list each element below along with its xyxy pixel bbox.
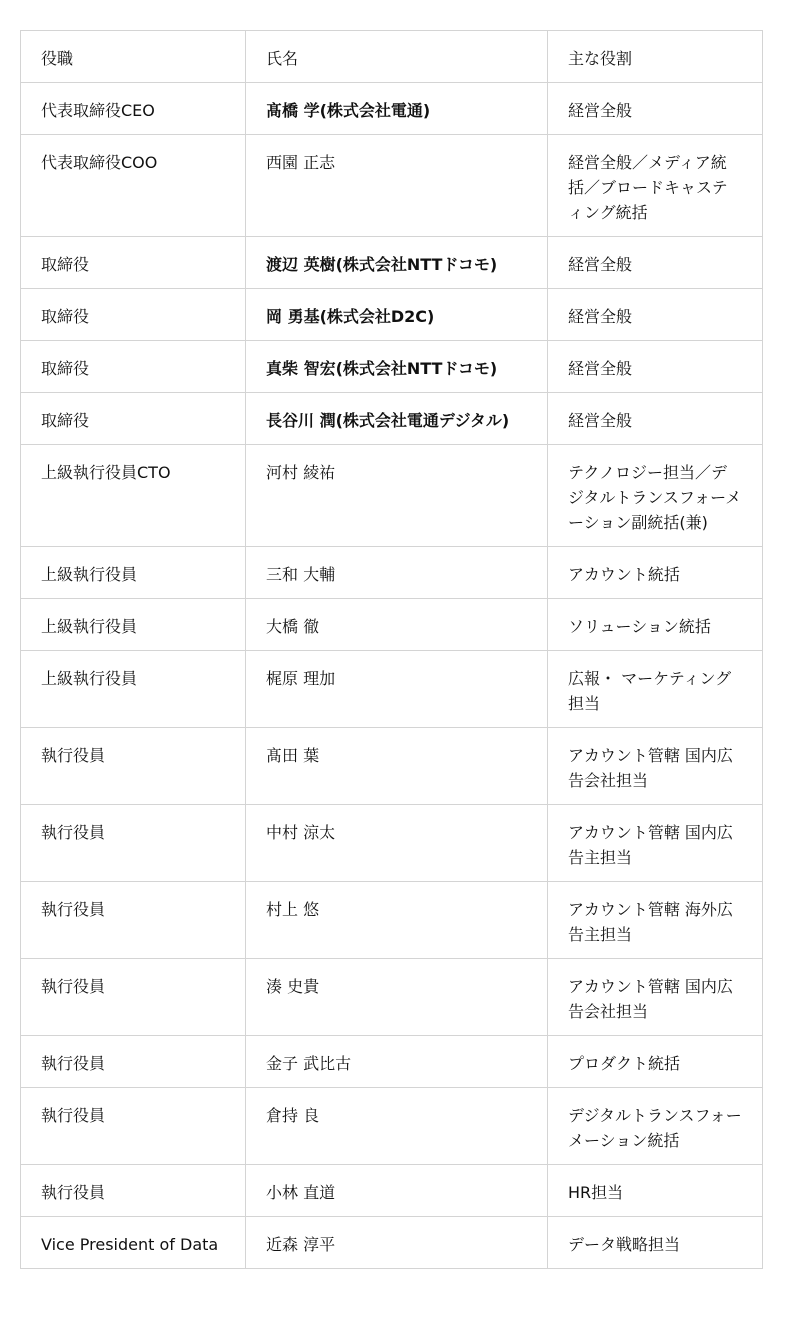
officer-name: 倉持 良 xyxy=(246,1088,548,1165)
table-row xyxy=(21,1036,763,1088)
table-row xyxy=(21,805,763,882)
officers-table xyxy=(20,30,763,1269)
officer-title: 上級執行役員 xyxy=(21,547,246,599)
officer-role: 経営全般 xyxy=(548,393,763,445)
table-row xyxy=(21,289,763,341)
officer-name: 梶原 理加 xyxy=(246,651,548,728)
table-row xyxy=(21,237,763,289)
officer-title: 取締役 xyxy=(21,237,246,289)
table-row xyxy=(21,393,763,445)
officer-role: ソリューション統括 xyxy=(548,599,763,651)
table-row xyxy=(21,1088,763,1165)
officer-role: デジタルトランスフォーメーション統括 xyxy=(548,1088,763,1165)
officer-role: 経営全般 xyxy=(548,237,763,289)
table-row xyxy=(21,83,763,135)
officer-role: 経営全般 xyxy=(548,83,763,135)
officer-name: 近森 淳平 xyxy=(246,1217,548,1269)
officer-name: 湊 史貴 xyxy=(246,959,548,1036)
officer-role: 経営全般 xyxy=(548,289,763,341)
header-name: 氏名 xyxy=(246,31,548,83)
officer-role: 経営全般／メディア統括／ブロードキャスティング統括 xyxy=(548,135,763,237)
officer-name: 三和 大輔 xyxy=(246,547,548,599)
officer-role: 広報・ マーケティング担当 xyxy=(548,651,763,728)
officer-name: 河村 綾祐 xyxy=(246,445,548,547)
officer-title: 執行役員 xyxy=(21,728,246,805)
officer-title: 執行役員 xyxy=(21,805,246,882)
officer-role: テクノロジー担当／デジタルトランスフォーメーション副統括(兼) xyxy=(548,445,763,547)
officer-role: プロダクト統括 xyxy=(548,1036,763,1088)
header-role: 主な役割 xyxy=(548,31,763,83)
table-row xyxy=(21,651,763,728)
table-row xyxy=(21,599,763,651)
officer-name: 長谷川 潤(株式会社電通デジタル) xyxy=(246,393,548,445)
officer-title: 取締役 xyxy=(21,289,246,341)
officers-table-body xyxy=(21,83,763,1269)
officer-title: 執行役員 xyxy=(21,1088,246,1165)
officer-name: 西園 正志 xyxy=(246,135,548,237)
table-row xyxy=(21,1165,763,1217)
officer-title: 執行役員 xyxy=(21,959,246,1036)
header-row xyxy=(21,31,763,83)
officer-role: データ戦略担当 xyxy=(548,1217,763,1269)
table-row xyxy=(21,728,763,805)
table-row xyxy=(21,959,763,1036)
header-title: 役職 xyxy=(21,31,246,83)
officer-role: アカウント管轄 国内広告会社担当 xyxy=(548,959,763,1036)
officer-name: 真柴 智宏(株式会社NTTドコモ) xyxy=(246,341,548,393)
officer-title: 取締役 xyxy=(21,341,246,393)
officer-title: 上級執行役員 xyxy=(21,599,246,651)
table-row xyxy=(21,135,763,237)
table-row xyxy=(21,341,763,393)
table-row xyxy=(21,882,763,959)
table-row xyxy=(21,547,763,599)
officer-name: 髙田 葉 xyxy=(246,728,548,805)
officer-name: 髙橋 学(株式会社電通) xyxy=(246,83,548,135)
table-row xyxy=(21,445,763,547)
officer-name: 金子 武比古 xyxy=(246,1036,548,1088)
table-row xyxy=(21,1217,763,1269)
officer-title: 執行役員 xyxy=(21,1036,246,1088)
officer-title: 代表取締役CEO xyxy=(21,83,246,135)
officer-role: アカウント統括 xyxy=(548,547,763,599)
officer-name: 渡辺 英樹(株式会社NTTドコモ) xyxy=(246,237,548,289)
officer-role: アカウント管轄 国内広告主担当 xyxy=(548,805,763,882)
officer-title: 上級執行役員CTO xyxy=(21,445,246,547)
officer-title: 上級執行役員 xyxy=(21,651,246,728)
officer-title: 執行役員 xyxy=(21,882,246,959)
officer-name: 村上 悠 xyxy=(246,882,548,959)
officer-name: 岡 勇基(株式会社D2C) xyxy=(246,289,548,341)
officer-role: 経営全般 xyxy=(548,341,763,393)
officer-role: アカウント管轄 海外広告主担当 xyxy=(548,882,763,959)
officer-title: Vice President of Data xyxy=(21,1217,246,1269)
officer-name: 中村 涼太 xyxy=(246,805,548,882)
officer-name: 小林 直道 xyxy=(246,1165,548,1217)
officer-title: 取締役 xyxy=(21,393,246,445)
officer-role: アカウント管轄 国内広告会社担当 xyxy=(548,728,763,805)
officer-title: 代表取締役COO xyxy=(21,135,246,237)
officer-role: HR担当 xyxy=(548,1165,763,1217)
officer-name: 大橋 徹 xyxy=(246,599,548,651)
officer-title: 執行役員 xyxy=(21,1165,246,1217)
